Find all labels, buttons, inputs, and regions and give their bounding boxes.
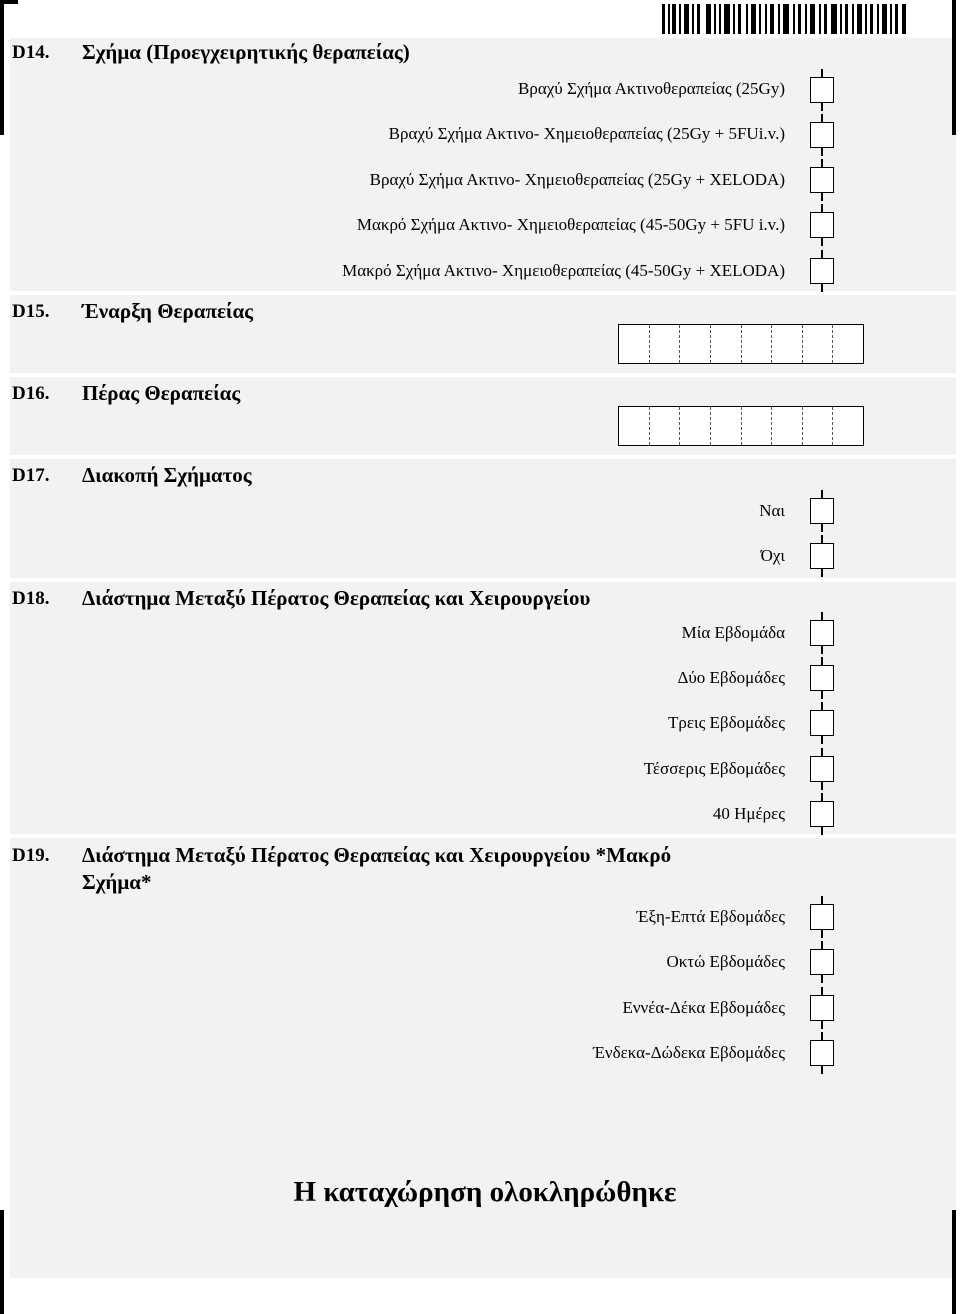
question-number-d19: D19.	[12, 845, 50, 866]
option-label: Έξη-Επτά Εβδομάδες	[636, 907, 785, 926]
option-label: Ένδεκα-Δώδεκα Εβδομάδες	[593, 1043, 785, 1062]
corner-mark	[0, 1210, 4, 1314]
question-number-d17: D17.	[12, 465, 50, 486]
checkbox[interactable]	[810, 212, 834, 238]
option-label: 40 Ημέρες	[712, 804, 785, 823]
question-title-d17: Διακοπή Σχήματος	[82, 463, 252, 487]
checkbox[interactable]	[810, 167, 834, 193]
option-label: Τέσσερις Εβδομάδες	[643, 759, 785, 778]
option-label: Ναι	[759, 501, 785, 520]
section-separator	[10, 834, 956, 838]
option-label: Οκτώ Εβδομάδες	[666, 952, 785, 971]
checkbox[interactable]	[810, 1040, 834, 1066]
option-label: Μία Εβδομάδα	[681, 623, 785, 642]
checkbox[interactable]	[810, 665, 834, 691]
option-label: Τρεις Εβδομάδες	[667, 713, 785, 732]
option-label: Δύο Εβδομάδες	[677, 668, 785, 687]
checkbox[interactable]	[810, 904, 834, 930]
checkbox[interactable]	[810, 995, 834, 1021]
checkbox[interactable]	[810, 620, 834, 646]
question-number-d15: D15.	[12, 301, 50, 322]
question-number-d16: D16.	[12, 383, 50, 404]
checkbox[interactable]	[810, 710, 834, 736]
checkbox[interactable]	[810, 801, 834, 827]
corner-mark	[0, 0, 4, 135]
question-number-d18: D18.	[12, 588, 50, 609]
option-label: Εννέα-Δέκα Εβδομάδες	[622, 998, 785, 1017]
start-date-field[interactable]	[618, 324, 864, 364]
checkbox[interactable]	[810, 543, 834, 569]
checkbox[interactable]	[810, 949, 834, 975]
question-number-d14: D14.	[12, 42, 50, 63]
checkbox[interactable]	[810, 122, 834, 148]
checkbox[interactable]	[810, 756, 834, 782]
section-separator	[10, 373, 956, 377]
corner-mark	[952, 0, 956, 135]
completion-message: Η καταχώρηση ολοκληρώθηκε	[293, 1176, 677, 1208]
question-title-d16: Πέρας Θεραπείας	[82, 381, 241, 405]
barcode-image	[662, 4, 906, 34]
question-title-d14: Σχήμα (Προεγχειρητικής θεραπείας)	[82, 40, 410, 64]
section-separator	[10, 455, 956, 459]
option-label: Μακρό Σχήμα Ακτινο- Χημειοθεραπείας (45-50Gy + XELODA)	[342, 261, 785, 280]
checkbox[interactable]	[810, 258, 834, 284]
section-separator	[10, 291, 956, 295]
question-title-d15: Έναρξη Θεραπείας	[82, 299, 254, 323]
option-label: Όχι	[760, 546, 785, 565]
question-title-d18: Διάστημα Μεταξύ Πέρατος Θεραπείας και Χειρουργείου	[82, 586, 591, 610]
option-label: Μακρό Σχήμα Ακτινο- Χημειοθεραπείας (45-50Gy + 5FU i.v.)	[356, 215, 785, 234]
section-separator	[10, 578, 956, 582]
checkbox[interactable]	[810, 77, 834, 103]
question-title-d19: Διάστημα Μεταξύ Πέρατος Θεραπείας και Χειρουργείου *Μακρό	[82, 843, 672, 867]
corner-mark	[952, 1210, 956, 1314]
option-label: Βραχύ Σχήμα Ακτινοθεραπείας (25Gy)	[518, 79, 785, 98]
question-title-d19-line2: Σχήμα*	[82, 870, 152, 894]
end-date-field[interactable]	[618, 406, 864, 446]
option-label: Βραχύ Σχήμα Ακτινο- Χημειοθεραπείας (25Gy + 5FUi.v.)	[388, 124, 785, 143]
checkbox[interactable]	[810, 498, 834, 524]
option-label: Βραχύ Σχήμα Ακτινο- Χημειοθεραπείας (25Gy + XELODA)	[369, 170, 785, 189]
